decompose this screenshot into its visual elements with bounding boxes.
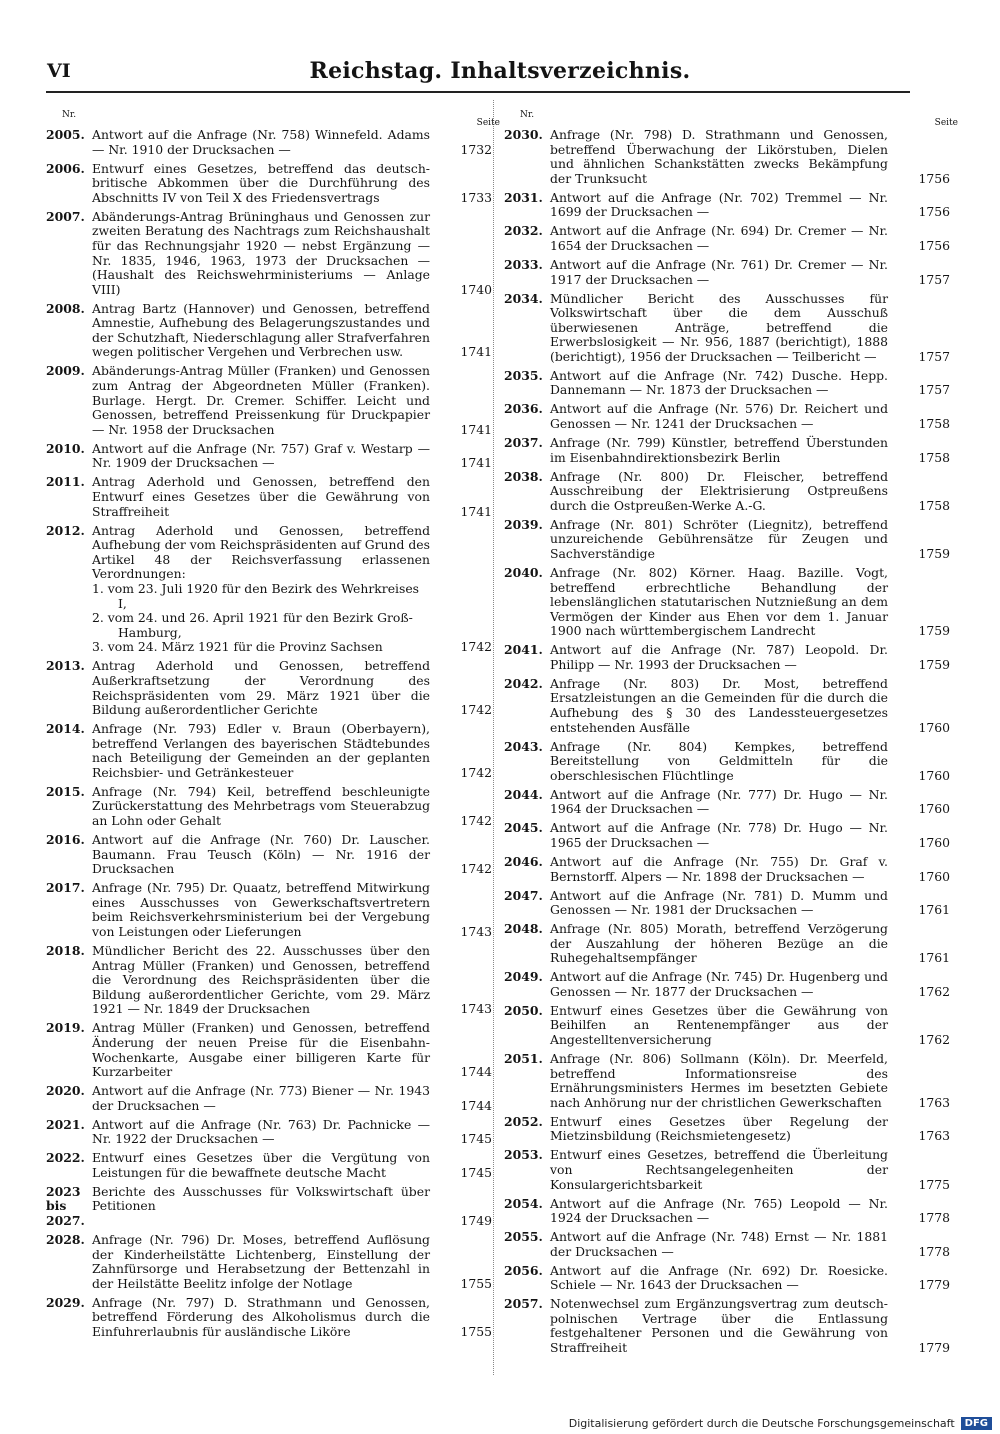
entry-page: 1762 bbox=[918, 1032, 950, 1048]
entry-text bbox=[92, 524, 470, 655]
entry-page: 1759 bbox=[918, 656, 950, 672]
entry-number: 2010. bbox=[46, 440, 85, 456]
entry-page: 1742 bbox=[460, 861, 492, 877]
column-divider bbox=[493, 100, 494, 1375]
entry-page: 1778 bbox=[918, 1210, 950, 1226]
entry-title: Mündlicher Bericht des 22. Ausschusses über den Antrag Müller (Franken) und Genossen, betreffend die Verordnung des Reichspräsidenten über die Bildung außerordentlicher Gerichte, vom 29. März 1921 — Nr. 1849 der Drucksachen bbox=[92, 942, 430, 1017]
entry-number: 2039. bbox=[504, 516, 543, 532]
toc-entry bbox=[46, 832, 492, 877]
toc-entry bbox=[46, 658, 492, 718]
entry-text bbox=[550, 191, 928, 220]
toc-entry bbox=[504, 887, 950, 918]
entry-title: Antwort auf die Anfrage (Nr. 702) Tremmel — Nr. 1699 der Drucksachen — bbox=[550, 189, 888, 220]
entry-number: 2047. bbox=[504, 887, 543, 903]
entry-number: 2016. bbox=[46, 832, 85, 848]
entry-page: 1757 bbox=[918, 382, 950, 398]
entry-title: Anfrage (Nr. 794) Keil, betreffend beschleunigte Zurückerstattung des Mehrbetrags vom Steuerabzug an Lohn oder Gehalt bbox=[92, 783, 430, 829]
entry-title: Antwort auf die Anfrage (Nr. 778) Dr. Hugo — Nr. 1965 der Drucksachen — bbox=[550, 820, 888, 850]
page-header bbox=[0, 58, 1000, 88]
entry-page: 1762 bbox=[918, 983, 950, 999]
entry-text bbox=[550, 470, 928, 514]
entry-number: 2009. bbox=[46, 363, 85, 379]
entry-text bbox=[92, 1084, 470, 1113]
toc-entry bbox=[46, 1183, 492, 1229]
entry-title: Antwort auf die Anfrage (Nr. 787) Leopold. Dr. Philipp — Nr. 1993 der Drucksachen — bbox=[550, 642, 888, 672]
toc-entry bbox=[504, 1147, 950, 1192]
entry-page: 1763 bbox=[918, 1094, 950, 1110]
toc-entry bbox=[504, 290, 950, 365]
left-column bbox=[46, 104, 500, 1344]
entry-number: 2038. bbox=[504, 468, 543, 484]
entry-text bbox=[550, 292, 928, 365]
entry-title: Antwort auf die Anfrage (Nr. 745) Dr. Hugenberg und Genossen — Nr. 1877 der Drucksachen — bbox=[550, 969, 888, 999]
entry-page: 1741 bbox=[460, 503, 492, 519]
entry-title: Antwort auf die Anfrage (Nr. 765) Leopold — Nr. 1924 der Drucksachen — bbox=[550, 1195, 888, 1226]
entry-title: Abänderungs-Antrag Müller (Franken) und Genossen zum Antrag der Abgeordneten Müller (Franken). Burlage. Hergt. Dr. Cremer. Schiffer. Leicht und Genossen, betreffend Preissenkung für Druckpapier — Nr. 1958 der Drucksachen bbox=[92, 363, 430, 437]
entry-text bbox=[550, 889, 928, 918]
toc-entry bbox=[46, 721, 492, 780]
entry-text bbox=[550, 1052, 928, 1110]
entry-page: 1743 bbox=[460, 923, 492, 939]
entry-page: 1758 bbox=[918, 497, 950, 513]
toc-entry bbox=[504, 367, 950, 398]
entry-page: 1742 bbox=[460, 764, 492, 780]
entry-text bbox=[550, 1197, 928, 1226]
entry-number: 2046. bbox=[504, 853, 543, 869]
entry-number: 2022. bbox=[46, 1150, 85, 1166]
toc-entry bbox=[504, 1195, 950, 1226]
toc-entry bbox=[504, 675, 950, 735]
entry-number: 2054. bbox=[504, 1195, 543, 1211]
entry-text bbox=[92, 722, 470, 780]
entry-number: 2040. bbox=[504, 564, 543, 580]
entry-text bbox=[92, 475, 470, 519]
entry-page: 1775 bbox=[918, 1176, 950, 1192]
toc-entry bbox=[46, 300, 492, 360]
entry-page: 1779 bbox=[918, 1340, 950, 1356]
toc-entry bbox=[504, 969, 950, 999]
entry-number: 2036. bbox=[504, 401, 543, 417]
entry-number: 2052. bbox=[504, 1113, 543, 1129]
entry-number: 2015. bbox=[46, 783, 85, 799]
left-entry-list bbox=[46, 127, 492, 1340]
entry-page: 1749 bbox=[460, 1213, 492, 1228]
entry-title: Notenwechsel zum Ergänzungsvertrag zum deutsch-polnischen Vertrage über die Entlassung festgehaltener Personen und die Gewährung von Straffreiheit bbox=[550, 1296, 888, 1356]
toc-entry bbox=[504, 1113, 950, 1144]
toc-entry bbox=[46, 474, 492, 519]
entry-text bbox=[92, 210, 470, 298]
entry-title: Anfrage (Nr. 800) Dr. Fleischer, betreffend Ausschreibung der Elektrisierung Ostpreußens durch die Ostpreußen-Werke A.-G. bbox=[550, 468, 888, 513]
toc-entry bbox=[504, 223, 950, 253]
entry-number: 2029. bbox=[46, 1294, 85, 1310]
right-column bbox=[504, 104, 958, 1360]
toc-entry bbox=[504, 1051, 950, 1110]
right-entry-list bbox=[504, 127, 950, 1356]
entry-page: 1756 bbox=[918, 170, 950, 186]
entry-page: 1778 bbox=[918, 1243, 950, 1259]
entry-text bbox=[550, 970, 928, 999]
entry-number: 2007. bbox=[46, 208, 85, 224]
entry-page: 1740 bbox=[460, 281, 492, 297]
toc-entry bbox=[504, 256, 950, 287]
entry-number: 2032. bbox=[504, 223, 543, 239]
toc-entry bbox=[46, 1294, 492, 1340]
entry-title: Anfrage (Nr. 803) Dr. Most, betreffend Ersatzleistungen an die Gemeinden für die durch die Aufhebung des § 30 des Landessteuergesetzes entstehenden Ausfälle bbox=[550, 675, 888, 735]
toc-entry bbox=[504, 738, 950, 784]
entry-page: 1757 bbox=[918, 348, 950, 364]
entry-page: 1732 bbox=[460, 141, 492, 157]
toc-entry bbox=[46, 127, 492, 157]
entry-title: Antwort auf die Anfrage (Nr. 763) Dr. Pachnicke — Nr. 1922 der Drucksachen — bbox=[92, 1116, 430, 1147]
entry-text bbox=[550, 1297, 928, 1355]
entry-title: Antwort auf die Anfrage (Nr. 781) D. Mumm und Genossen — Nr. 1981 der Drucksachen — bbox=[550, 887, 888, 918]
entry-page: 1761 bbox=[918, 950, 950, 966]
entry-number: 2034. bbox=[504, 290, 543, 306]
entry-text bbox=[92, 785, 470, 829]
toc-entry bbox=[46, 880, 492, 939]
entry-number: 2017. bbox=[46, 880, 85, 896]
toc-entry bbox=[504, 853, 950, 884]
toc-entry bbox=[46, 522, 492, 655]
entry-text bbox=[550, 1230, 928, 1259]
entry-title: Antwort auf die Anfrage (Nr. 576) Dr. Reichert und Genossen — Nr. 1241 der Drucksachen — bbox=[550, 401, 888, 432]
page-number: VI bbox=[47, 60, 71, 82]
entry-text bbox=[550, 677, 928, 735]
entry-number: 2012. bbox=[46, 522, 85, 538]
entry-number: 2031. bbox=[504, 189, 543, 205]
entry-title: Anfrage (Nr. 801) Schröter (Liegnitz), betreffend unzureichende Gebührensätze für Zeugen und Sachverständige bbox=[550, 516, 888, 561]
entry-text bbox=[92, 364, 470, 437]
entry-text bbox=[92, 162, 470, 206]
entry-page: 1759 bbox=[918, 545, 950, 561]
entry-text bbox=[550, 821, 928, 850]
toc-entry bbox=[504, 1002, 950, 1048]
entry-text bbox=[550, 258, 928, 287]
toc-entry bbox=[504, 1296, 950, 1356]
entry-page: 1763 bbox=[918, 1128, 950, 1144]
entry-number: 2013. bbox=[46, 658, 85, 674]
entry-title: Anfrage (Nr. 798) D. Strathmann und Genossen, betreffend Überwachung der Likörstuben, Dielen und ähnlichen Schankstätten zwecks Bekämpfung der Trunksucht bbox=[550, 127, 888, 186]
entry-title: Antwort auf die Anfrage (Nr. 742) Dusche. Hepp. Dannemann — Nr. 1873 der Drucksachen — bbox=[550, 367, 888, 398]
right-column-header bbox=[504, 104, 958, 128]
entry-number: 2045. bbox=[504, 820, 543, 836]
entry-text bbox=[550, 1148, 928, 1192]
entry-text bbox=[92, 1296, 470, 1340]
entry-title: Entwurf eines Gesetzes, betreffend die Überleitung von Rechtsangelegenheiten der Konsulargerichtsbarkeit bbox=[550, 1147, 888, 1192]
entry-text bbox=[92, 1233, 470, 1291]
entry-title: Antrag Aderhold und Genossen, betreffend Aufhebung der vom Reichspräsidenten auf Grund des Artikel 48 der Reichsverfassung erlassenen Verordnungen: bbox=[92, 522, 430, 582]
entry-page: 1779 bbox=[918, 1277, 950, 1293]
entry-text bbox=[92, 833, 470, 877]
entry-number: 2019. bbox=[46, 1020, 85, 1036]
entry-title: Antwort auf die Anfrage (Nr. 760) Dr. Lauscher. Baumann. Frau Teusch (Köln) — Nr. 1916 der Drucksachen bbox=[92, 832, 430, 877]
entry-page: 1755 bbox=[460, 1323, 492, 1339]
entry-title: Antrag Aderhold und Genossen, betreffend Außerkraftsetzung der Verordnung des Reichspräsidenten vom 29. März 1921 über die Bildung außerordentlicher Gerichte bbox=[92, 658, 430, 718]
entry-text bbox=[92, 881, 470, 939]
entry-number: 2048. bbox=[504, 921, 543, 937]
entry-text bbox=[550, 128, 928, 186]
entry-page: 1758 bbox=[918, 416, 950, 432]
toc-entry bbox=[46, 363, 492, 437]
toc-entry bbox=[46, 440, 492, 471]
entry-page: 1759 bbox=[918, 623, 950, 639]
entry-page: 1760 bbox=[918, 868, 950, 884]
entry-title: Anfrage (Nr. 796) Dr. Moses, betreffend Auflösung der Kinderheilstätte Lichtenberg, Einstellung der Zahnfürsorge und Herabsetzung der Bettenzahl in der Heilstätte Beelitz infolge der Notlage bbox=[92, 1231, 430, 1291]
entry-page: 1760 bbox=[918, 834, 950, 850]
entry-text bbox=[92, 1185, 470, 1229]
entry-title: Antwort auf die Anfrage (Nr. 748) Ernst — Nr. 1881 der Drucksachen — bbox=[550, 1229, 888, 1259]
entry-number: 2042. bbox=[504, 675, 543, 691]
entry-subitem: 3. vom 24. März 1921 für die Provinz Sachsen bbox=[92, 639, 383, 655]
entry-number: 2020. bbox=[46, 1083, 85, 1099]
toc-entry bbox=[46, 783, 492, 829]
dfg-logo: DFG bbox=[961, 1417, 992, 1430]
entry-text bbox=[92, 659, 470, 717]
entry-title: Anfrage (Nr. 806) Sollmann (Köln). Dr. Meerfeld, betreffend Informationsreise des Ernährungsministers Hermes im besetzten Gebiete nach Anhörung nur der christlichen Gewerkschaften bbox=[550, 1051, 888, 1110]
entry-page: 1741 bbox=[460, 455, 492, 471]
seite-label: Seite bbox=[476, 118, 500, 128]
entry-page: 1741 bbox=[460, 344, 492, 360]
entry-page: 1744 bbox=[460, 1064, 492, 1080]
toc-entry bbox=[46, 160, 492, 206]
entry-page: 1756 bbox=[918, 204, 950, 220]
entry-title: Antwort auf die Anfrage (Nr. 757) Graf v. Westarp — Nr. 1909 der Drucksachen — bbox=[92, 440, 430, 471]
toc-entry bbox=[504, 468, 950, 514]
entry-title: Antwort auf die Anfrage (Nr. 755) Dr. Graf v. Bernstorff. Alpers — Nr. 1898 der Drucksachen — bbox=[550, 853, 888, 884]
entry-text bbox=[550, 855, 928, 884]
entry-title: Anfrage (Nr. 797) D. Strathmann und Genossen, betreffend Förderung des Alkoholismus durch die Einfuhrerlaubnis für ausländische Liköre bbox=[92, 1294, 430, 1339]
toc-entry bbox=[46, 208, 492, 298]
entry-title: Anfrage (Nr. 793) Edler v. Braun (Oberbayern), betreffend Verlangen des bayerischen Städtebundes nach Beteiligung der Gemeinden an der geplanten Reichsbier- und Getränkesteuer bbox=[92, 721, 430, 780]
entry-title: Entwurf eines Gesetzes über die Gewährung von Beihilfen an Rentenempfänger aus der Angestelltenversicherung bbox=[550, 1002, 888, 1048]
entry-page: 1742 bbox=[460, 639, 492, 655]
entry-number: 2005. bbox=[46, 127, 85, 142]
toc-entry bbox=[504, 786, 950, 817]
toc-entry bbox=[504, 127, 950, 186]
entry-page: 1742 bbox=[460, 702, 492, 718]
entry-text bbox=[550, 436, 928, 465]
toc-entry bbox=[46, 1150, 492, 1180]
toc-entry bbox=[46, 1020, 492, 1080]
entry-number: 2049. bbox=[504, 969, 543, 985]
entry-title: Anfrage (Nr. 804) Kempkes, betreffend Bereitstellung von Geldmitteln für die oberschlesischen Flüchtlinge bbox=[550, 738, 888, 783]
entry-number: 2053. bbox=[504, 1147, 543, 1163]
entry-text bbox=[92, 1021, 470, 1079]
entry-text bbox=[92, 442, 470, 471]
entry-number: 2018. bbox=[46, 942, 85, 958]
entry-title: Antrag Bartz (Hannover) und Genossen, betreffend Amnestie, Aufhebung des Belagerungszustandes und der Schutzhaft, Niederschlagung aller Strafverfahren wegen politischer Vergehen und Verbrechen usw. bbox=[92, 300, 430, 360]
entry-number: 2044. bbox=[504, 786, 543, 802]
entry-number: 2055. bbox=[504, 1229, 543, 1245]
entry-page: 1733 bbox=[460, 189, 492, 205]
entry-text bbox=[92, 944, 470, 1017]
entry-text bbox=[550, 224, 928, 253]
entry-page: 1760 bbox=[918, 801, 950, 817]
entry-number: 2033. bbox=[504, 256, 543, 272]
seite-label: Seite bbox=[934, 118, 958, 128]
entry-subitem: 2. vom 24. und 26. April 1921 für den Bezirk Groß-Hamburg, bbox=[92, 610, 413, 640]
nr-label: Nr. bbox=[62, 110, 77, 120]
footer-text: Digitalisierung gefördert durch die Deutsche Forschungsgemeinschaft bbox=[568, 1417, 955, 1430]
entry-text bbox=[550, 922, 928, 966]
entry-text bbox=[92, 302, 470, 360]
entry-title: Anfrage (Nr. 805) Morath, betreffend Verzögerung der Auszahlung der höheren Bezüge an die Ruhegehaltsempfänger bbox=[550, 921, 888, 966]
entry-number: 2014. bbox=[46, 721, 85, 737]
entry-title: Antwort auf die Anfrage (Nr. 761) Dr. Cremer — Nr. 1917 der Drucksachen — bbox=[550, 256, 888, 287]
entry-title: Anfrage (Nr. 802) Körner. Haag. Bazille. Vogt, betreffend erbrechtliche Behandlung der lebenslänglichen statutarischen Nutznießung an dem Vermögen der Kinder aus Ehen vor dem 1. Januar 1900 nach württembergischem Landrecht bbox=[550, 564, 888, 639]
entry-title: Antwort auf die Anfrage (Nr. 694) Dr. Cremer — Nr. 1654 der Drucksachen — bbox=[550, 223, 888, 253]
entry-title: Antwort auf die Anfrage (Nr. 692) Dr. Roesicke. Schiele — Nr. 1643 der Drucksachen — bbox=[550, 1262, 888, 1293]
entry-title: Mündlicher Bericht des Ausschusses für Volkswirtschaft über die dem Ausschuß überwiesenen Anträge, betreffend die Erwerbslosigkeit — Nr. 956, 1887 (berichtigt), 1888 (berichtigt), 1956 der Drucksachen — Teilbericht — bbox=[550, 290, 888, 364]
toc-entry bbox=[504, 921, 950, 966]
entry-number: 2037. bbox=[504, 435, 543, 451]
toc-entry bbox=[46, 942, 492, 1017]
entry-page: 1757 bbox=[918, 271, 950, 287]
entry-page: 1756 bbox=[918, 237, 950, 253]
entry-number: 2021. bbox=[46, 1116, 85, 1132]
toc-entry bbox=[504, 189, 950, 220]
toc-entry bbox=[504, 1262, 950, 1293]
entry-text bbox=[550, 1264, 928, 1293]
entry-text bbox=[550, 369, 928, 398]
entry-page: 1741 bbox=[460, 421, 492, 437]
entry-number: 2056. bbox=[504, 1262, 543, 1278]
entry-title: Entwurf eines Gesetzes, betreffend das deutsch-britische Abkommen über die Durchführung des Abschnitts IV von Teil X des Friedensvertrags bbox=[92, 160, 430, 205]
left-column-header bbox=[46, 104, 500, 128]
entry-number: 2041. bbox=[504, 642, 543, 658]
nr-label: Nr. bbox=[520, 110, 535, 120]
entry-title: Berichte des Ausschusses für Volkswirtschaft über Petitionen bbox=[92, 1183, 430, 1214]
entry-title: Antrag Müller (Franken) und Genossen, betreffend Änderung der neuen Preise für die Eisenbahn-Wochenkarte, Ausgabe einer billigeren Karte für Kurzarbeiter bbox=[92, 1020, 430, 1080]
entry-page: 1745 bbox=[460, 1131, 492, 1147]
entry-number: 2057. bbox=[504, 1296, 543, 1312]
entry-number: 2035. bbox=[504, 367, 543, 383]
toc-entry bbox=[504, 564, 950, 639]
entry-text bbox=[92, 1151, 470, 1180]
entry-number: 2011. bbox=[46, 474, 85, 490]
entry-page: 1760 bbox=[918, 767, 950, 783]
entry-title: Antwort auf die Anfrage (Nr. 777) Dr. Hugo — Nr. 1964 der Drucksachen — bbox=[550, 786, 888, 817]
toc-entry bbox=[504, 1229, 950, 1259]
entry-text bbox=[550, 1115, 928, 1144]
entry-number: 2043. bbox=[504, 738, 543, 754]
toc-entry bbox=[504, 642, 950, 672]
entry-number: 2051. bbox=[504, 1051, 543, 1067]
entry-text bbox=[550, 402, 928, 431]
entry-number: 2028. bbox=[46, 1231, 85, 1247]
entry-title: Entwurf eines Gesetzes über die Vergütung von Leistungen für die bewaffnete deutsche Macht bbox=[92, 1150, 430, 1180]
toc-entry bbox=[504, 401, 950, 432]
entry-number: 2030. bbox=[504, 127, 543, 142]
entry-page: 1743 bbox=[460, 1001, 492, 1017]
toc-entry bbox=[504, 516, 950, 562]
entry-number: 2050. bbox=[504, 1002, 543, 1018]
entry-text bbox=[550, 566, 928, 639]
entry-title: Antwort auf die Anfrage (Nr. 773) Biener — Nr. 1943 der Drucksachen — bbox=[92, 1083, 430, 1113]
toc-entry bbox=[46, 1231, 492, 1291]
entry-page: 1744 bbox=[460, 1097, 492, 1113]
toc-entry bbox=[46, 1083, 492, 1113]
toc-entry bbox=[46, 1116, 492, 1147]
entry-title: Abänderungs-Antrag Brüninghaus und Genossen zur zweiten Beratung des Nachtrags zum Reichshaushalt für das Rechnungsjahr 1920 — nebst Ergänzung — Nr. 1835, 1946, 1963, 1973 der Drucksachen — (Haushalt des Reichswehrministeriums — Anlage VIII) bbox=[92, 208, 430, 297]
entry-text bbox=[550, 518, 928, 562]
entry-page: 1760 bbox=[918, 719, 950, 735]
entry-text bbox=[550, 740, 928, 784]
entry-page: 1761 bbox=[918, 902, 950, 918]
entry-text bbox=[550, 788, 928, 817]
entry-text bbox=[550, 643, 928, 672]
footer bbox=[569, 1417, 992, 1430]
entry-title: Anfrage (Nr. 795) Dr. Quaatz, betreffend Mitwirkung eines Ausschusses von Gewerkschaftsvertretern beim Reichsverkehrsministerium bei der Vergebung von Leistungen oder Lieferungen bbox=[92, 880, 430, 939]
page-title: Reichstag. Inhaltsverzeichnis. bbox=[309, 58, 691, 84]
entry-page: 1755 bbox=[460, 1275, 492, 1291]
header-rule bbox=[46, 91, 910, 93]
entry-title: Entwurf eines Gesetzes über Regelung der Mietzinsbildung (Reichsmietengesetz) bbox=[550, 1113, 888, 1144]
toc-entry bbox=[504, 435, 950, 465]
entry-number: 2006. bbox=[46, 160, 85, 176]
entry-page: 1742 bbox=[460, 813, 492, 829]
entry-page: 1758 bbox=[918, 449, 950, 465]
entry-title: Antrag Aderhold und Genossen, betreffend den Entwurf eines Gesetzes über die Gewährung von Straffreiheit bbox=[92, 474, 430, 519]
entry-number: 2008. bbox=[46, 300, 85, 316]
entry-subitem: 1. vom 23. Juli 1920 für den Bezirk des Wehrkreises I, bbox=[92, 580, 420, 611]
toc-entry bbox=[504, 820, 950, 850]
entry-text bbox=[92, 128, 470, 157]
entry-text bbox=[92, 1118, 470, 1147]
entry-text bbox=[550, 1004, 928, 1048]
entry-number: 2023 bis 2027. bbox=[46, 1183, 85, 1228]
entry-page: 1745 bbox=[460, 1164, 492, 1180]
entry-title: Anfrage (Nr. 799) Künstler, betreffend Überstunden im Eisenbahndirektionsbezirk Berlin bbox=[550, 435, 888, 465]
entry-title: Antwort auf die Anfrage (Nr. 758) Winnefeld. Adams — Nr. 1910 der Drucksachen — bbox=[92, 127, 430, 157]
